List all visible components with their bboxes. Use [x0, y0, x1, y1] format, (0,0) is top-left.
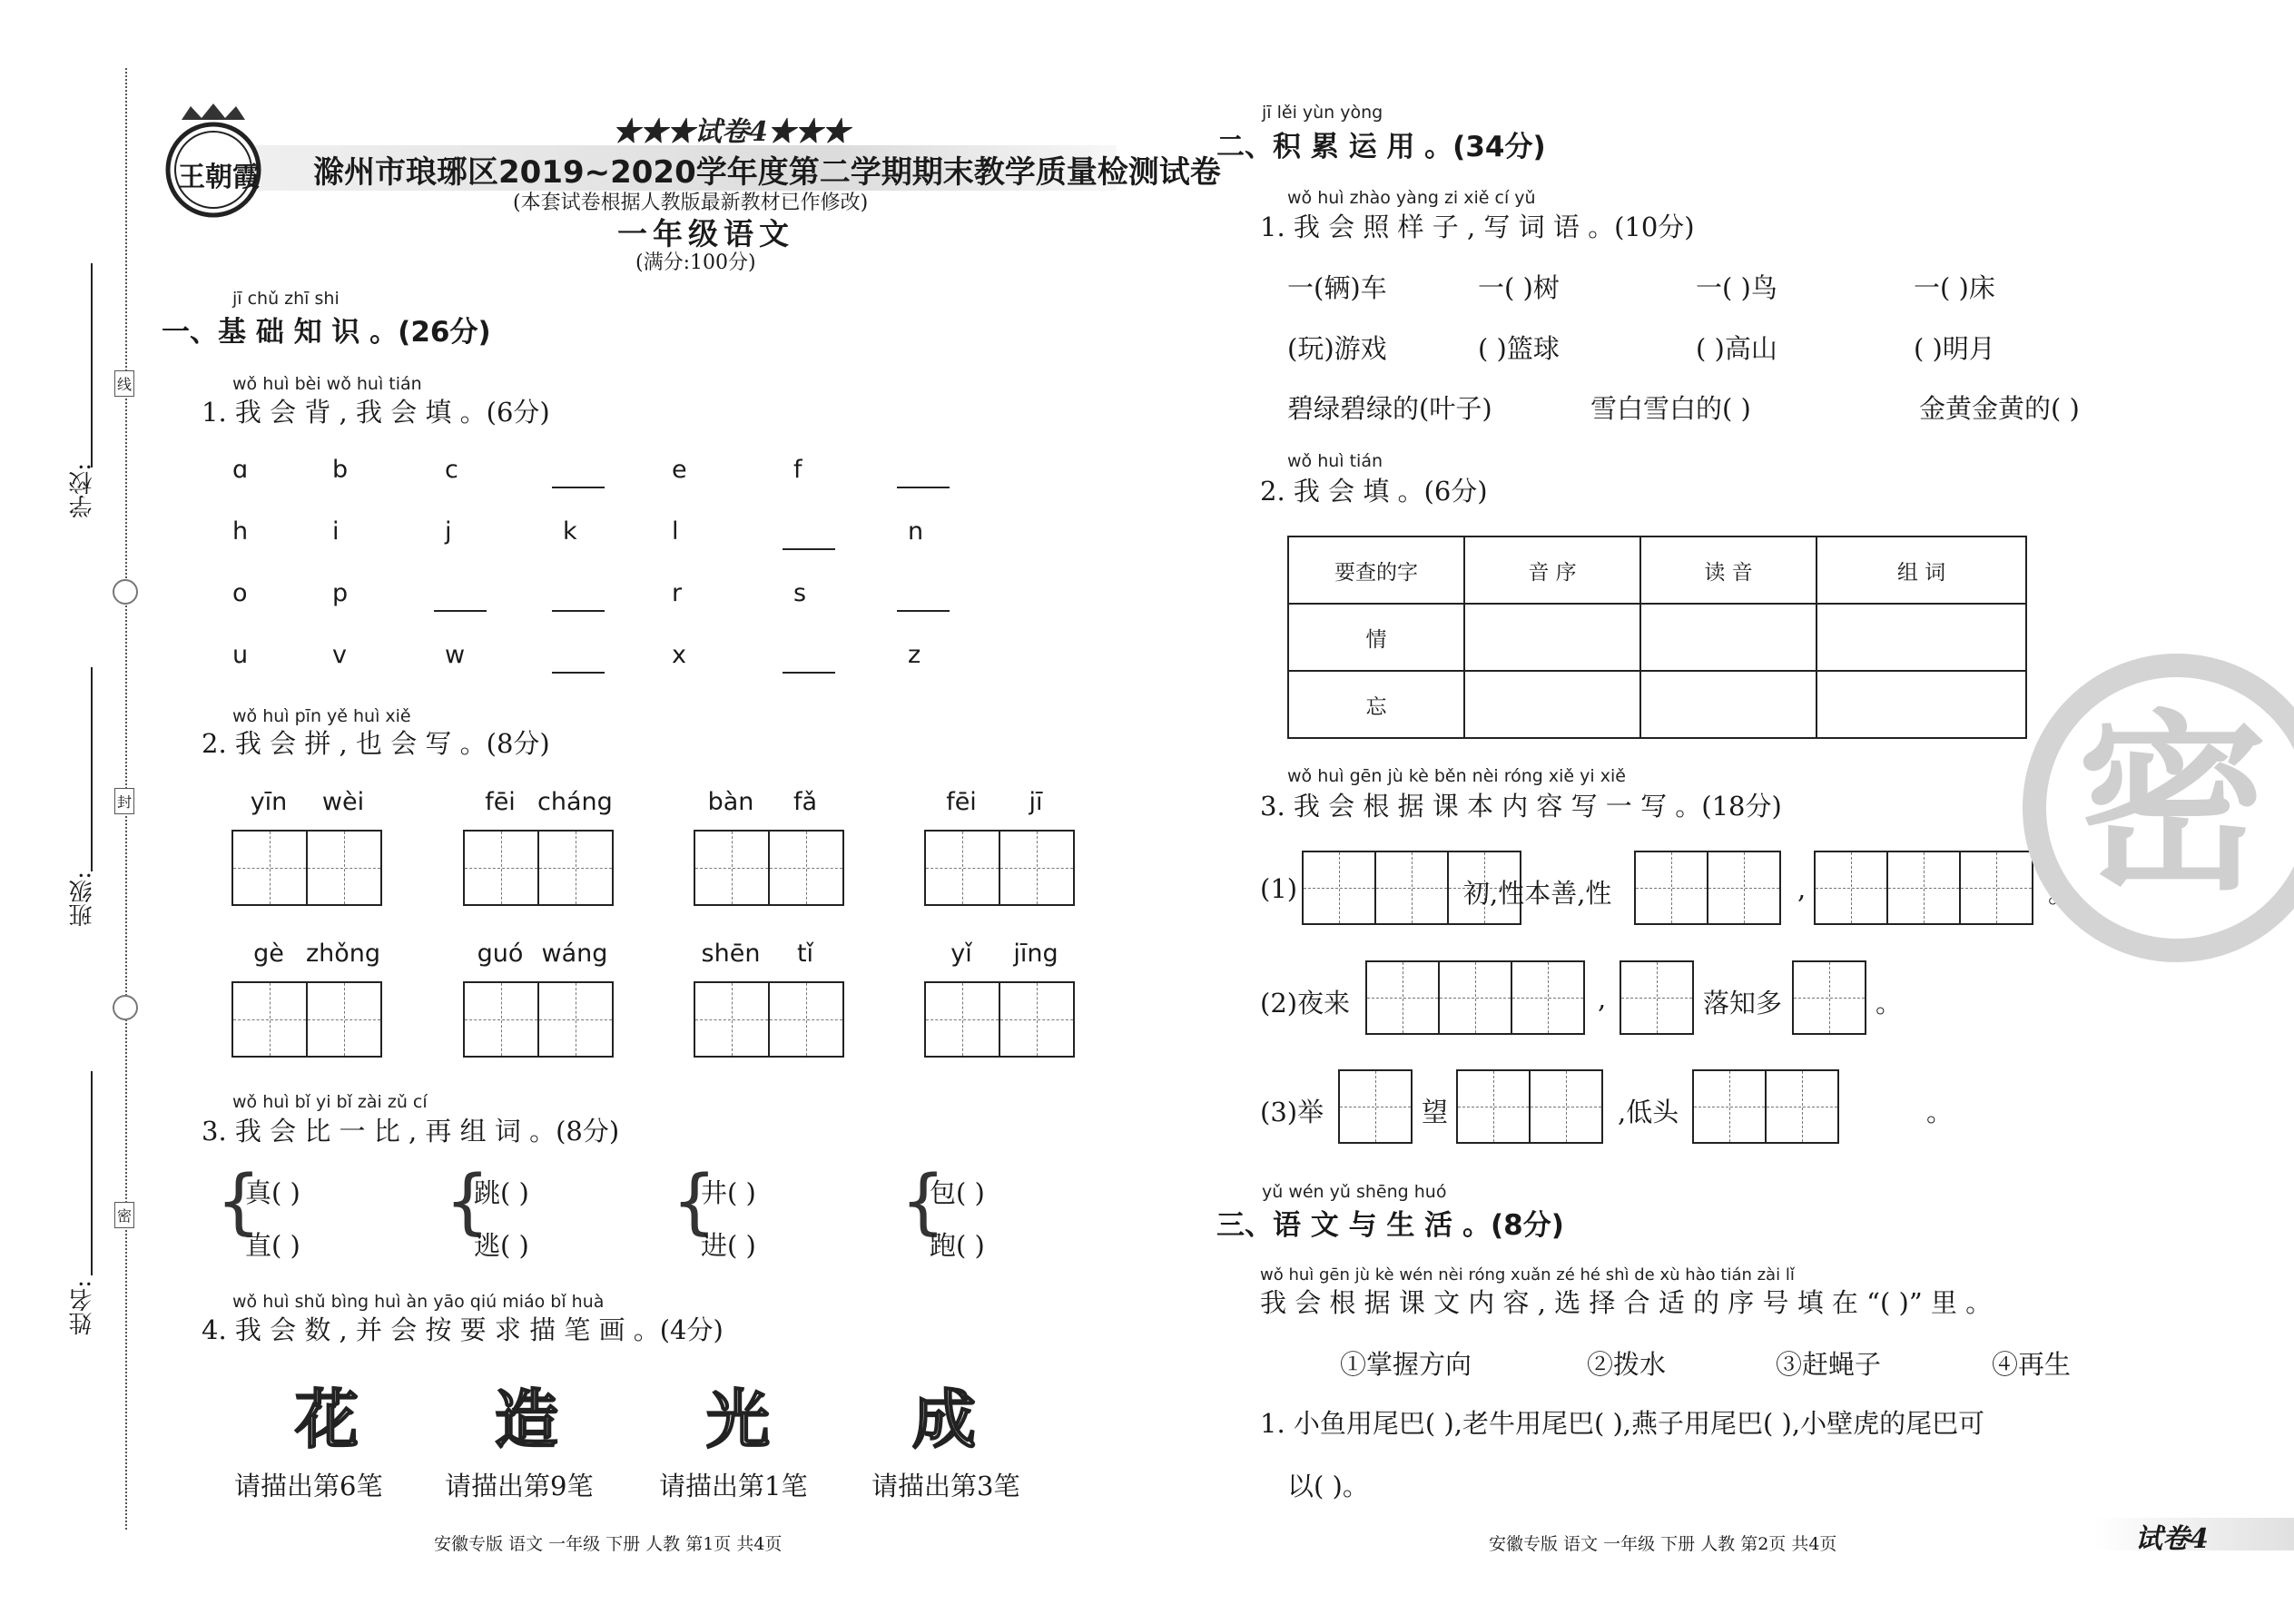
writing-box[interactable]: [537, 830, 614, 906]
option-2: ②拨水: [1587, 1349, 1667, 1380]
trace-task-3: 请描出第1笔: [659, 1471, 808, 1501]
option-1: ①掌握方向: [1340, 1349, 1472, 1380]
school-line: [91, 263, 93, 468]
verb-word-4: ( )明月: [1914, 333, 1995, 364]
writing-box[interactable]: [768, 830, 844, 906]
q1-title: 1. 我 会 背 , 我 会 填 。(6分): [202, 397, 550, 428]
school-label: 学校:: [69, 463, 96, 518]
s3-line1: 1. 小鱼用尾巴( ),老牛用尾巴( ),燕子用尾巴( ),小壁虎的尾巴可: [1260, 1408, 1985, 1439]
alphabet-blank[interactable]: [552, 487, 605, 488]
s2q2-pinyin: wǒ huì tián: [1287, 451, 1383, 471]
trace-task-2: 请描出第9笔: [445, 1471, 594, 1501]
table-cell-blank[interactable]: [1816, 671, 2026, 738]
s3-instruction: 我 会 根 据 课 文 内 容 , 选 择 合 适 的 序 号 填 在 “( )” 里 。: [1260, 1287, 1993, 1318]
grade-subject: 一年级语文: [617, 216, 794, 251]
word-pinyin: wáng: [541, 940, 608, 968]
poem1-prefix: (1): [1260, 873, 1298, 904]
trace-char-4: 成: [912, 1383, 976, 1457]
word-pinyin: bàn: [707, 788, 754, 816]
alphabet-letter: n: [908, 517, 924, 546]
footer-left: 安徽专版 语文 一年级 下册 人教 第1页 共4页: [434, 1534, 783, 1554]
table-cell-blank[interactable]: [1816, 604, 2026, 671]
q4-title: 4. 我 会 数 , 并 会 按 要 求 描 笔 画 。(4分): [202, 1314, 724, 1345]
seal-seal-mark: 封: [114, 788, 134, 814]
class-label: 班级:: [69, 871, 96, 927]
secret-watermark-icon: [2023, 654, 2294, 962]
poem2-grid-b[interactable]: [1621, 960, 1694, 1035]
trace-task-4: 请描出第3笔: [871, 1471, 1020, 1501]
alphabet-letter: l: [672, 517, 679, 546]
word-pinyin: jī: [1029, 788, 1043, 816]
poem2-grid-c[interactable]: [1794, 960, 1866, 1035]
alphabet-blank[interactable]: [783, 548, 835, 550]
writing-box[interactable]: [537, 981, 614, 1058]
measure-word-3: 一( )鸟: [1696, 272, 1777, 303]
dictionary-table: [1287, 536, 2027, 739]
s2-title: 二、积 累 运 用 。(34分): [1216, 131, 1546, 163]
alphabet-letter: f: [793, 456, 802, 484]
name-line: [91, 1071, 93, 1275]
table-header: 组 词: [1816, 536, 2026, 604]
poem2-prefix: (2)夜来: [1260, 988, 1351, 1019]
compare-word[interactable]: 真( ): [245, 1177, 300, 1208]
word-pinyin: cháng: [537, 788, 613, 816]
alphabet-letter: j: [445, 517, 452, 546]
writing-box[interactable]: [306, 830, 382, 906]
trace-char-1: 花: [295, 1383, 359, 1457]
writing-box[interactable]: [463, 981, 539, 1058]
poem2-grid-a[interactable]: [1367, 960, 1585, 1035]
series-stars: ★★★试卷4★★★: [613, 116, 850, 148]
word-pinyin: zhǒng: [306, 940, 381, 968]
trace-task-1: 请描出第6笔: [234, 1471, 383, 1501]
word-pinyin: yīn: [250, 788, 288, 816]
writing-box[interactable]: [231, 981, 308, 1058]
alphabet-blank[interactable]: [783, 672, 835, 674]
writing-box[interactable]: [306, 981, 382, 1058]
poem2-comma: ,: [1598, 983, 1607, 1014]
alphabet-letter: z: [908, 641, 921, 669]
compare-word[interactable]: 跳( ): [474, 1177, 529, 1208]
alphabet-letter: x: [672, 641, 686, 669]
table-char: 情: [1288, 604, 1464, 671]
exam-title: 滁州市琅琊区2019~2020学年度第二学期期末教学质量检测试卷: [313, 154, 1221, 191]
compare-word[interactable]: 进( ): [701, 1230, 756, 1261]
s2q3-pinyin: wǒ huì gēn jù kè běn nèi róng xiě yi xiě: [1287, 766, 1626, 786]
seal-secret-mark: 密: [114, 1202, 134, 1228]
table-header: 要查的字: [1288, 536, 1464, 604]
word-pinyin: guó: [477, 940, 524, 968]
name-label: 姓名:: [69, 1280, 96, 1335]
q3-pinyin: wǒ huì bǐ yi bǐ zài zǔ cí: [232, 1092, 428, 1112]
class-line: [91, 667, 93, 871]
poem1-mid: 初,性本善,性: [1463, 878, 1612, 909]
word-pinyin: gè: [253, 940, 284, 968]
poem1-comma: ,: [1797, 873, 1807, 904]
option-4: ④再生: [1992, 1349, 2072, 1380]
table-cell-blank[interactable]: [1640, 671, 1816, 738]
poem3-mid: 望: [1422, 1097, 1449, 1127]
table-char: 忘: [1288, 671, 1464, 738]
q1-pinyin: wǒ huì bèi wǒ huì tián: [232, 374, 422, 394]
alphabet-letter: c: [445, 456, 458, 484]
alphabet-letter: i: [332, 517, 340, 546]
poem1-grid-b[interactable]: [1636, 851, 1781, 925]
s1-title: 一、基 础 知 识 。(26分): [162, 316, 491, 349]
writing-box[interactable]: [694, 830, 770, 906]
compare-word[interactable]: 井( ): [701, 1177, 756, 1208]
brace-icon: {: [216, 1161, 261, 1243]
alphabet-letter: s: [793, 579, 807, 607]
writing-box[interactable]: [924, 981, 1000, 1058]
table-header: 读 音: [1640, 536, 1816, 604]
footer-right: 安徽专版 语文 一年级 下册 人教 第2页 共4页: [1489, 1534, 1837, 1554]
word-pinyin: jīng: [1013, 940, 1058, 968]
compare-word[interactable]: 逃( ): [474, 1230, 529, 1261]
word-pinyin: tǐ: [796, 940, 814, 968]
alphabet-letter: u: [232, 641, 249, 669]
writing-box[interactable]: [924, 830, 1000, 906]
s2q1-title: 1. 我 会 照 样 子 , 写 词 语 。(10分): [1260, 212, 1695, 242]
trace-char-2: 造: [495, 1383, 558, 1457]
alphabet-letter: r: [672, 579, 683, 607]
word-pinyin: fǎ: [793, 788, 818, 816]
table-header: 音 序: [1464, 536, 1640, 604]
poem2-mid: 落知多: [1703, 988, 1783, 1019]
binding-hole-icon: [113, 579, 138, 605]
word-pinyin: wèi: [321, 788, 365, 816]
compare-word[interactable]: 跑( ): [930, 1230, 985, 1261]
q2-pinyin: wǒ huì pīn yě huì xiě: [232, 706, 411, 726]
s2q3-title: 3. 我 会 根 据 课 本 内 容 写 一 写 。(18分): [1260, 791, 1782, 822]
s3-pinyin: yǔ wén yǔ shēng huó: [1262, 1182, 1447, 1202]
alphabet-blank[interactable]: [552, 672, 605, 674]
compare-word[interactable]: 包( ): [930, 1177, 985, 1208]
s2q2-title: 2. 我 会 填 。(6分): [1260, 476, 1488, 507]
alphabet-letter: ɑ: [232, 456, 249, 484]
writing-box[interactable]: [768, 981, 844, 1058]
writing-box[interactable]: [999, 981, 1075, 1058]
aabb-word-1: 碧绿碧绿的(叶子): [1287, 393, 1492, 424]
measure-word-2: 一( )树: [1478, 272, 1560, 303]
s1-pinyin: jī chǔ zhī shi: [232, 289, 340, 309]
alphabet-blank[interactable]: [552, 610, 605, 612]
word-pinyin: fēi: [946, 788, 977, 816]
measure-word-1: 一(辆)车: [1287, 272, 1387, 303]
q4-pinyin: wǒ huì shǔ bìng huì àn yāo qiú miáo bǐ huà: [232, 1292, 605, 1312]
measure-word-4: 一( )床: [1914, 272, 1995, 303]
poem3-grid-a[interactable]: [1340, 1069, 1413, 1144]
s3-line2: 以( )。: [1287, 1471, 1369, 1501]
brace-icon: {: [672, 1161, 717, 1243]
alphabet-letter: b: [332, 456, 349, 484]
page-tag: 试卷4: [2135, 1523, 2209, 1555]
writing-box[interactable]: [463, 830, 539, 906]
table-cell-blank[interactable]: [1640, 604, 1816, 671]
brace-icon: {: [445, 1161, 490, 1243]
verb-word-2: ( )篮球: [1478, 333, 1560, 364]
aabb-word-2: 雪白雪白的( ): [1590, 393, 1751, 424]
alphabet-blank[interactable]: [434, 610, 487, 612]
writing-box[interactable]: [999, 830, 1075, 906]
poem1-grid-c[interactable]: [1816, 851, 2033, 925]
word-pinyin: yǐ: [950, 940, 972, 968]
poem2-end: 。: [1876, 988, 1903, 1019]
word-pinyin: shēn: [701, 940, 761, 968]
poem3-grid-c[interactable]: [1694, 1069, 1839, 1144]
s2q1-pinyin: wǒ huì zhào yàng zi xiě cí yǔ: [1287, 188, 1536, 208]
alphabet-letter: o: [232, 579, 248, 607]
alphabet-letter: p: [332, 579, 349, 607]
alphabet-letter: e: [672, 456, 687, 484]
alphabet-blank[interactable]: [897, 487, 950, 488]
verb-word-3: ( )高山: [1696, 333, 1777, 364]
word-pinyin: fēi: [485, 788, 516, 816]
exam-subtitle: (本套试卷根据人教版最新教材已作修改): [513, 192, 869, 214]
writing-box[interactable]: [694, 981, 770, 1058]
poem3-prefix: (3)举: [1260, 1097, 1324, 1127]
alphabet-blank[interactable]: [897, 610, 950, 612]
alphabet-letter: w: [445, 641, 466, 669]
alphabet-letter: k: [563, 517, 577, 546]
poem3-comma: ,低头: [1618, 1097, 1679, 1127]
option-3: ③赶蝇子: [1776, 1349, 1882, 1380]
table-cell-blank[interactable]: [1464, 604, 1640, 671]
s2-pinyin: jī lěi yùn yòng: [1262, 103, 1383, 123]
compare-word[interactable]: 直( ): [245, 1230, 300, 1261]
alphabet-letter: h: [232, 517, 249, 546]
poem1-end: 。: [2048, 878, 2075, 909]
secret-watermark-glyph: 密: [2077, 694, 2269, 916]
full-score: (满分:100分): [635, 251, 756, 274]
seal-line-mark: 线: [114, 370, 134, 397]
poem3-grid-b[interactable]: [1458, 1069, 1603, 1144]
s3-inst-pinyin: wǒ huì gēn jù kè wén nèi róng xuǎn zé hé shì de xù hào tián zài lǐ: [1260, 1265, 1795, 1284]
writing-box[interactable]: [231, 830, 308, 906]
aabb-word-3: 金黄金黄的( ): [1919, 393, 2080, 424]
s3-title: 三、语 文 与 生 活 。(8分): [1216, 1209, 1564, 1242]
trace-char-3: 光: [706, 1383, 770, 1457]
alphabet-letter: v: [332, 641, 347, 669]
logo-text: 王朝霞: [178, 162, 260, 193]
brace-icon: {: [901, 1161, 946, 1243]
table-cell-blank[interactable]: [1464, 671, 1640, 738]
poem3-end: 。: [1926, 1097, 1954, 1127]
verb-word-1: (玩)游戏: [1287, 333, 1387, 364]
binding-hole-icon: [113, 995, 138, 1020]
q2-title: 2. 我 会 拼 , 也 会 写 。(8分): [202, 728, 550, 759]
q3-title: 3. 我 会 比 一 比 , 再 组 词 。(8分): [202, 1116, 620, 1147]
